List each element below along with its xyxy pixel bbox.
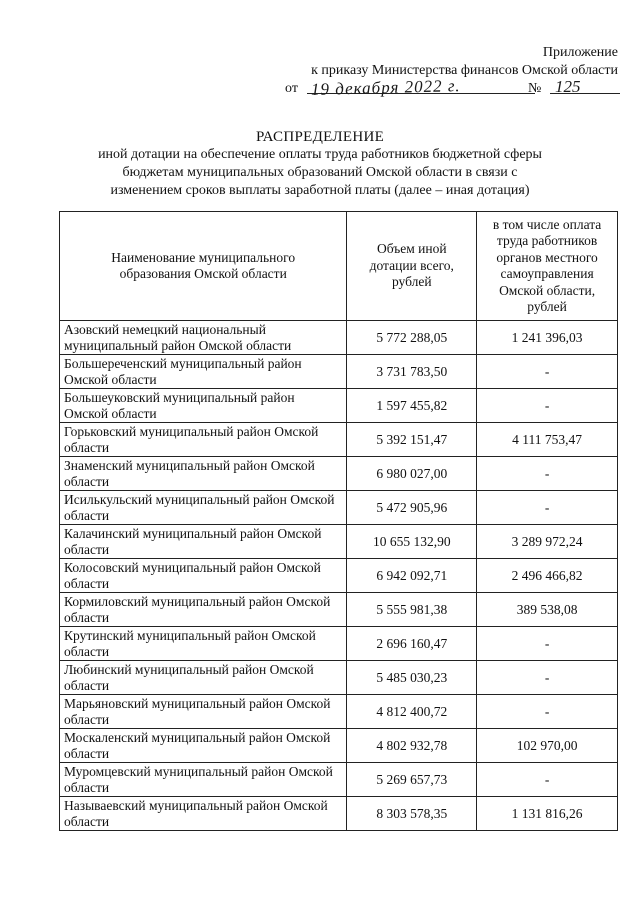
- order-date-number-line: [285, 76, 620, 100]
- table-row: [60, 423, 618, 457]
- local-wages: -: [477, 763, 618, 797]
- table-row: [60, 797, 618, 831]
- subsidy-total: 5 485 030,23: [347, 661, 477, 695]
- local-wages: -: [477, 627, 618, 661]
- subsidy-total: 1 597 455,82: [347, 389, 477, 423]
- local-wages: 2 496 466,82: [477, 559, 618, 593]
- appendix-header: [311, 44, 618, 80]
- municipality-name: Крутинский муниципальный район Омской области: [60, 627, 347, 661]
- municipality-name: Горьковский муниципальный район Омской области: [60, 423, 347, 457]
- subsidy-total: 2 696 160,47: [347, 627, 477, 661]
- table-row: [60, 491, 618, 525]
- subsidy-total: 8 303 578,35: [347, 797, 477, 831]
- header-total-subsidy: Объем иной дотации всего, рублей: [347, 212, 477, 321]
- local-wages: 102 970,00: [477, 729, 618, 763]
- municipality-name: Кормиловский муниципальный район Омской области: [60, 593, 347, 627]
- subsidy-total: 5 472 905,96: [347, 491, 477, 525]
- local-wages: 1 241 396,03: [477, 321, 618, 355]
- subsidy-total: 6 980 027,00: [347, 457, 477, 491]
- local-wages: 4 111 753,47: [477, 423, 618, 457]
- local-wages: -: [477, 491, 618, 525]
- municipality-name: Москаленский муниципальный район Омской области: [60, 729, 347, 763]
- local-wages: -: [477, 695, 618, 729]
- local-wages: -: [477, 389, 618, 423]
- header-local-government-wages: в том числе оплата труда работников органов местного самоуправления Омской области, рублей: [477, 212, 618, 321]
- document-subtitle: иной дотации на обеспечение оплаты труда работников бюджетной сферы бюджетам муниципальных образований Омской области в связи с изменением сроков выплаты заработной платы (далее – иная дотация): [98, 147, 542, 198]
- table-row: [60, 627, 618, 661]
- table-row: [60, 355, 618, 389]
- subsidy-total: 4 802 932,78: [347, 729, 477, 763]
- table-row: [60, 321, 618, 355]
- municipality-name: Большереченский муниципальный район Омской области: [60, 355, 347, 389]
- local-wages: -: [477, 355, 618, 389]
- table-row: [60, 661, 618, 695]
- municipality-name: Большеуковский муниципальный район Омской области: [60, 389, 347, 423]
- table-row: [60, 389, 618, 423]
- order-reference: к приказу Министерства финансов Омской области: [311, 63, 618, 78]
- municipality-name: Марьяновский муниципальный район Омской области: [60, 695, 347, 729]
- handwritten-number: 125: [555, 77, 581, 96]
- municipality-name: Любинский муниципальный район Омской области: [60, 661, 347, 695]
- table-row: [60, 559, 618, 593]
- subsidy-total: 5 269 657,73: [347, 763, 477, 797]
- subsidy-total: 3 731 783,50: [347, 355, 477, 389]
- subsidy-total: 4 812 400,72: [347, 695, 477, 729]
- local-wages: -: [477, 457, 618, 491]
- table-row: [60, 593, 618, 627]
- municipality-name: Исилькульский муниципальный район Омской области: [60, 491, 347, 525]
- table-row: [60, 457, 618, 491]
- municipality-name: Называевский муниципальный район Омской области: [60, 797, 347, 831]
- table-header-row: [60, 212, 618, 321]
- distribution-table: [59, 211, 618, 831]
- from-label: от: [285, 81, 298, 96]
- subsidy-total: 5 772 288,05: [347, 321, 477, 355]
- local-wages: 1 131 816,26: [477, 797, 618, 831]
- appendix-label: Приложение: [542, 45, 618, 60]
- municipality-name: Азовский немецкий национальный муниципальный район Омской области: [60, 321, 347, 355]
- table-row: [60, 525, 618, 559]
- handwritten-date: 19 декабря 2022 г.: [310, 76, 461, 100]
- table-row: [60, 695, 618, 729]
- municipality-name: Знаменский муниципальный район Омской области: [60, 457, 347, 491]
- header-municipality: Наименование муниципального образования Омской области: [60, 212, 347, 321]
- local-wages: 3 289 972,24: [477, 525, 618, 559]
- document-title: РАСПРЕДЕЛЕНИЕ: [255, 129, 385, 145]
- subsidy-total: 5 555 981,38: [347, 593, 477, 627]
- municipality-name: Калачинский муниципальный район Омской области: [60, 525, 347, 559]
- subsidy-total: 10 655 132,90: [347, 525, 477, 559]
- table-row: [60, 763, 618, 797]
- number-label: №: [528, 81, 542, 96]
- local-wages: -: [477, 661, 618, 695]
- municipality-name: Муромцевский муниципальный район Омской области: [60, 763, 347, 797]
- local-wages: 389 538,08: [477, 593, 618, 627]
- municipality-name: Колосовский муниципальный район Омской области: [60, 559, 347, 593]
- subsidy-total: 5 392 151,47: [347, 423, 477, 457]
- subsidy-total: 6 942 092,71: [347, 559, 477, 593]
- table-row: [60, 729, 618, 763]
